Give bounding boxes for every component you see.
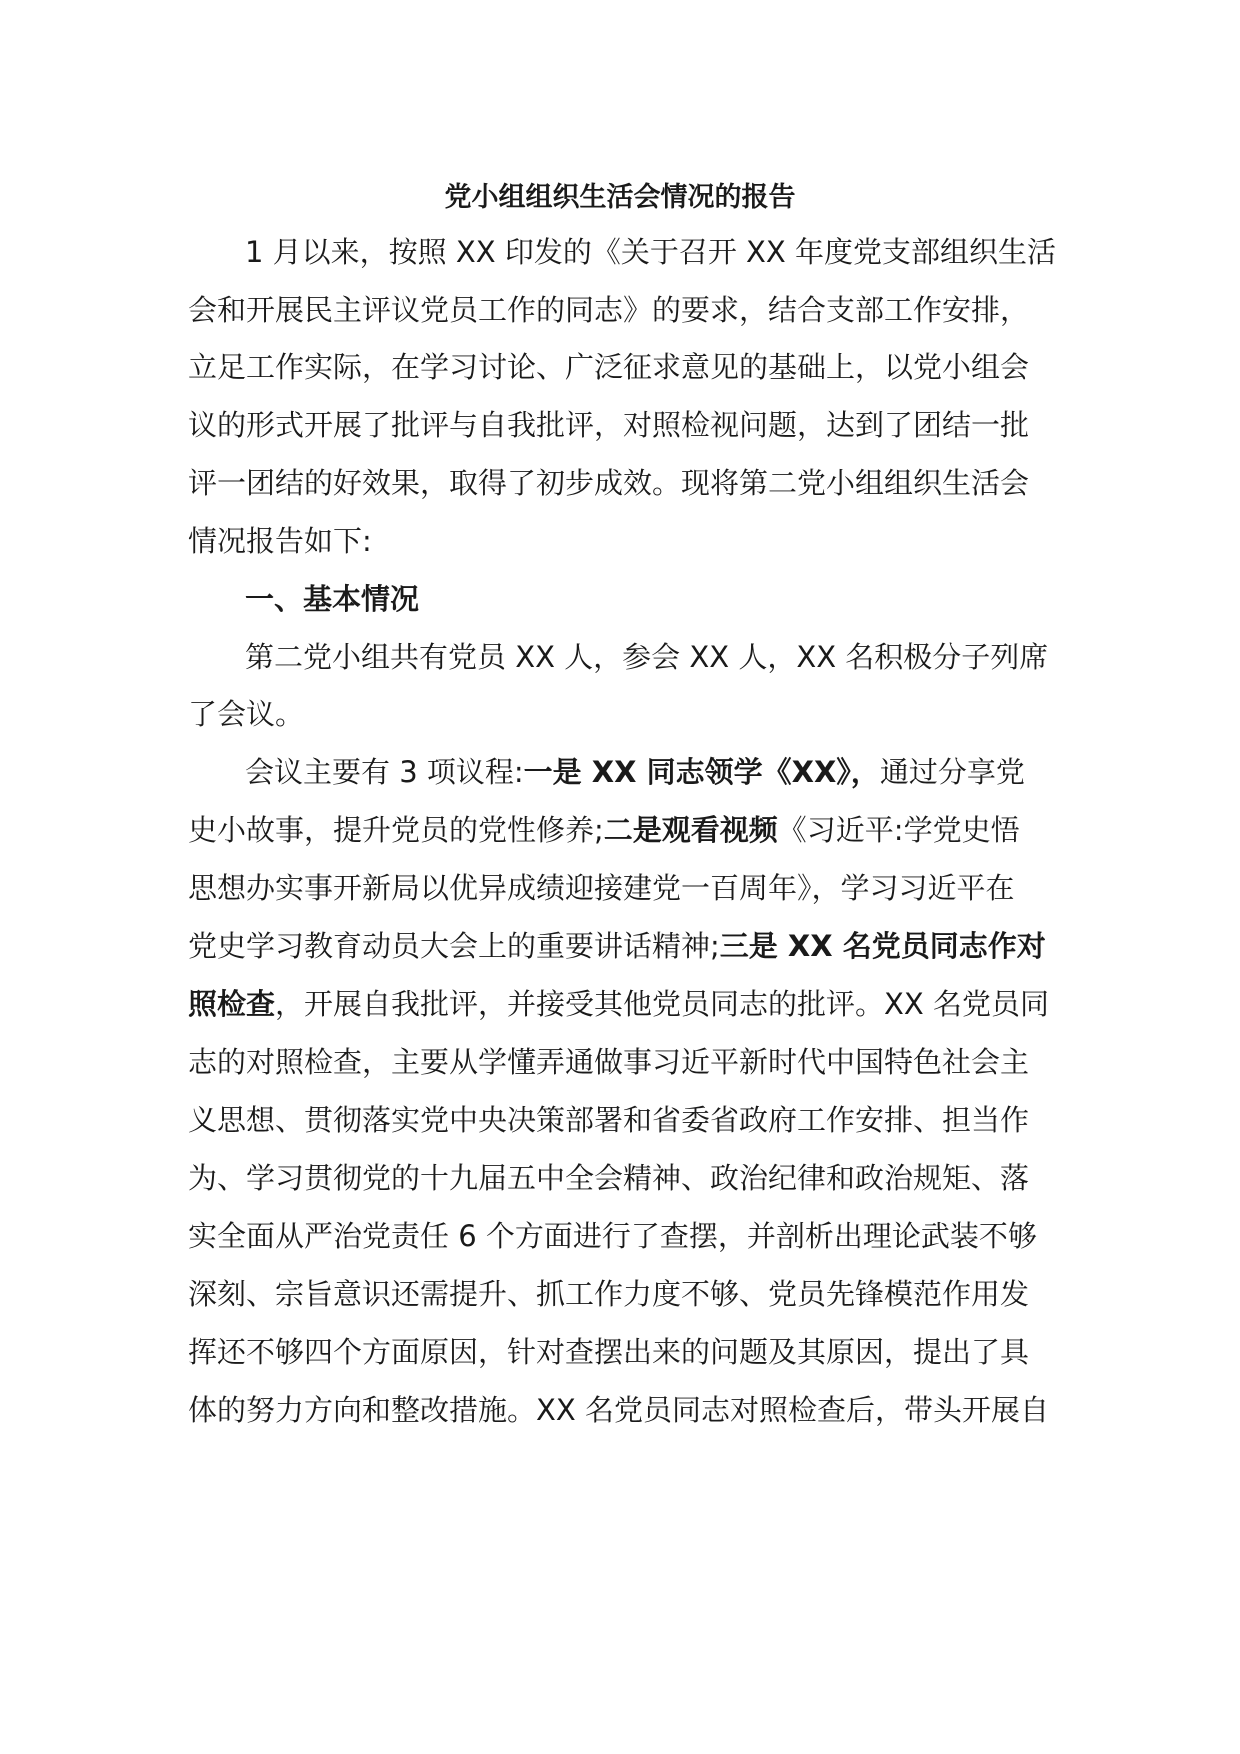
intro-line: 立足工作实际，在学习讨论、广泛征求意见的基础上，以党小组会 — [188, 350, 1030, 384]
section-heading: 一、基本情况 — [245, 582, 420, 616]
agenda-line: 义思想、贯彻落实党中央决策部署和省委省政府工作安排、担当作 — [188, 1103, 1030, 1137]
intro-line: 情况报告如下: — [188, 524, 372, 558]
document-title: 党小组组织生活会情况的报告 — [444, 182, 796, 213]
intro-line: 议的形式开展了批评与自我批评，对照检视问题，达到了团结一批 — [188, 408, 1030, 442]
agenda-text: 通过分享党 — [879, 755, 1025, 789]
basic-info-line: 了会议。 — [188, 697, 305, 731]
agenda-bold-text: 一是 XX 同志领学《XX》， — [523, 755, 880, 789]
agenda-bold-text: 照检查 — [188, 987, 276, 1021]
agenda-text: ，开展自我批评，并接受其他党员同志的批评。XX 名党员同 — [275, 987, 1049, 1021]
basic-info-line: 第二党小组共有党员 XX 人，参会 XX 人，XX 名积极分子列席 — [245, 640, 1049, 674]
agenda-text: 党史学习教育动员大会上的重要讲话精神; — [188, 929, 720, 963]
intro-line: 评一团结的好效果，取得了初步成效。现将第二党小组组织生活会 — [188, 466, 1030, 500]
agenda-line — [188, 984, 1049, 1024]
agenda-bold-text: 三是 XX 名党员同志作对 — [719, 929, 1046, 963]
agenda-text: 《习近平:学党史悟 — [777, 813, 1020, 847]
agenda-line: 思想办实事开新局以优异成绩迎接建党一百周年》，学习习近平在 — [188, 871, 1015, 905]
agenda-line: 为、学习贯彻党的十九届五中全会精神、政治纪律和政治规矩、落 — [188, 1161, 1030, 1195]
agenda-text: 史小故事，提升党员的党性修养; — [188, 813, 604, 847]
intro-line: 1 月以来，按照 XX 印发的《关于召开 XX 年度党支部组织生活 — [245, 235, 1057, 269]
agenda-line: 挥还不够四个方面原因，针对查摆出来的问题及其原因，提出了具 — [188, 1335, 1030, 1369]
agenda-line: 深刻、宗旨意识还需提升、抓工作力度不够、党员先锋模范作用发 — [188, 1277, 1030, 1311]
intro-line: 会和开展民主评议党员工作的同志》的要求，结合支部工作安排， — [188, 293, 1030, 327]
agenda-line: 体的努力方向和整改措施。XX 名党员同志对照检查后，带头开展自 — [188, 1393, 1049, 1427]
agenda-line — [188, 926, 1046, 966]
agenda-text: 会议主要有 3 项议程: — [245, 755, 524, 789]
agenda-line — [188, 810, 1020, 850]
agenda-line — [245, 752, 1025, 792]
agenda-line: 实全面从严治党责任 6 个方面进行了查摆，并剖析出理论武装不够 — [188, 1219, 1037, 1253]
agenda-line: 志的对照检查，主要从学懂弄通做事习近平新时代中国特色社会主 — [188, 1045, 1030, 1079]
agenda-bold-text: 二是观看视频 — [603, 813, 778, 847]
